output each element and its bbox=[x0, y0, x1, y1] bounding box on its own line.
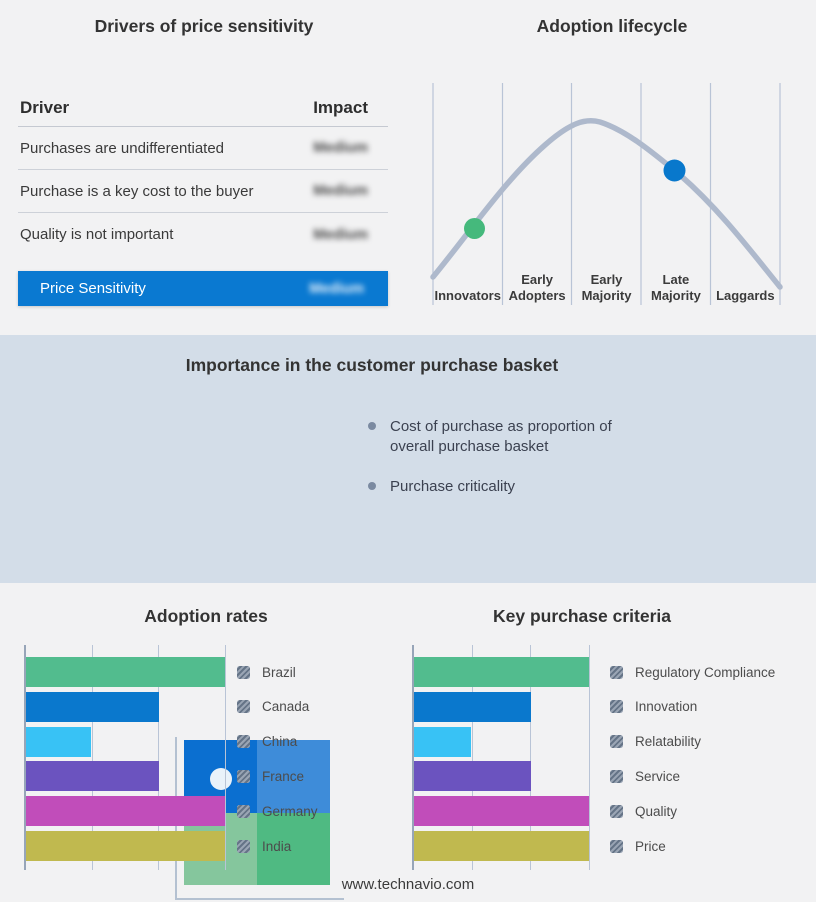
price-sensitivity-label: Price Sensitivity bbox=[40, 280, 146, 297]
bar-france bbox=[26, 761, 159, 791]
legend-label: Innovation bbox=[635, 699, 698, 715]
legend-label: China bbox=[262, 734, 298, 750]
legend-label: India bbox=[262, 838, 292, 854]
legend-swatch-icon bbox=[610, 700, 623, 713]
drivers-table-header bbox=[18, 90, 388, 127]
key-purchase-criteria-chart bbox=[413, 645, 776, 870]
legend-label: France bbox=[262, 768, 305, 784]
lifecycle-title: Adoption lifecycle bbox=[536, 16, 688, 36]
innovators-dot bbox=[464, 218, 485, 239]
bar-price bbox=[414, 831, 589, 861]
adoption-rates-title: Adoption rates bbox=[144, 606, 268, 626]
legend-swatch-icon bbox=[237, 700, 250, 713]
bullet-item: Cost of purchase as proportion of overall purchase basket bbox=[368, 417, 635, 456]
gridline bbox=[589, 645, 590, 870]
late-majority-dot bbox=[664, 160, 686, 182]
legend-swatch-icon bbox=[237, 666, 250, 679]
legend-item-china bbox=[237, 734, 297, 750]
legend-item-canada bbox=[237, 699, 309, 715]
impact-cell: Medium bbox=[313, 226, 368, 243]
impact-cell: Medium bbox=[313, 183, 368, 199]
lifecycle-stage-labels bbox=[433, 248, 780, 305]
legend-item-quality bbox=[610, 803, 677, 819]
stage-label-laggards: Laggards bbox=[716, 287, 775, 303]
key-purchase-criteria-title: Key purchase criteria bbox=[492, 606, 671, 626]
price-sensitivity-row bbox=[18, 271, 388, 306]
stage-label-innovators: Innovators bbox=[434, 287, 501, 303]
basket-title: Importance in the customer purchase basket bbox=[185, 355, 559, 375]
driver-cell: Purchases are undifferentiated bbox=[20, 139, 225, 157]
legend-label: Service bbox=[635, 768, 681, 784]
legend-swatch-icon bbox=[610, 805, 623, 818]
impact-cell: Medium bbox=[313, 140, 368, 156]
bar-relatability bbox=[414, 727, 471, 757]
legend-item-price bbox=[610, 838, 666, 854]
legend-item-france bbox=[237, 768, 304, 784]
legend-label: Brazil bbox=[262, 664, 296, 680]
legend-item-india bbox=[237, 838, 291, 854]
bar-germany bbox=[26, 796, 225, 826]
legend-swatch-icon bbox=[610, 840, 623, 853]
drivers-title: Drivers of price sensitivity bbox=[94, 16, 314, 36]
bar-innovation bbox=[414, 692, 531, 722]
driver-row bbox=[18, 170, 388, 213]
legend-item-brazil bbox=[237, 664, 296, 680]
price-sensitivity-impact: Medium bbox=[309, 280, 364, 297]
bar-regulatory-compliance bbox=[414, 657, 589, 687]
stage-label-early-adopters: Early Adopters bbox=[508, 272, 566, 303]
gridline bbox=[225, 645, 226, 870]
stage-label-late-majority: Late Majority bbox=[651, 272, 701, 303]
driver-row bbox=[18, 127, 388, 170]
drivers-table bbox=[18, 90, 388, 256]
legend-swatch-icon bbox=[610, 666, 623, 679]
driver-row bbox=[18, 213, 388, 256]
stage-label-early-majority: Early Majority bbox=[581, 272, 632, 303]
bar-canada bbox=[26, 692, 159, 722]
legend-swatch-icon bbox=[610, 735, 623, 748]
legend-swatch-icon bbox=[237, 840, 250, 853]
legend-label: Quality bbox=[635, 803, 678, 819]
quadrant-axis-horizontal bbox=[175, 898, 344, 900]
drivers-table-rows bbox=[18, 127, 388, 256]
driver-cell: Quality is not important bbox=[20, 226, 174, 243]
legend-item-regulatory-compliance bbox=[610, 664, 775, 680]
legend-item-service bbox=[610, 768, 680, 784]
driver-cell: Purchase is a key cost to the buyer bbox=[20, 182, 254, 200]
legend-label: Germany bbox=[262, 803, 318, 819]
col-header-driver: Driver bbox=[20, 98, 70, 117]
legend-swatch-icon bbox=[237, 805, 250, 818]
legend-item-relatability bbox=[610, 734, 701, 750]
website-footer: www.technavio.com bbox=[341, 876, 475, 893]
legend-label: Regulatory Compliance bbox=[635, 664, 776, 680]
legend-label: Canada bbox=[262, 699, 310, 715]
basket-section bbox=[0, 335, 816, 583]
bar-india bbox=[26, 831, 225, 861]
bullet-item: Purchase criticality bbox=[368, 477, 635, 497]
bar-service bbox=[414, 761, 531, 791]
adoption-rates-chart bbox=[25, 645, 318, 870]
col-header-impact: Impact bbox=[313, 98, 368, 117]
legend-label: Price bbox=[635, 838, 666, 854]
legend-swatch-icon bbox=[237, 770, 250, 783]
legend-swatch-icon bbox=[610, 770, 623, 783]
bar-brazil bbox=[26, 657, 225, 687]
legend-label: Relatability bbox=[635, 734, 702, 750]
bar-quality bbox=[414, 796, 589, 826]
legend-item-innovation bbox=[610, 699, 697, 715]
bar-china bbox=[26, 727, 91, 757]
legend-swatch-icon bbox=[237, 735, 250, 748]
legend-item-germany bbox=[237, 803, 318, 819]
